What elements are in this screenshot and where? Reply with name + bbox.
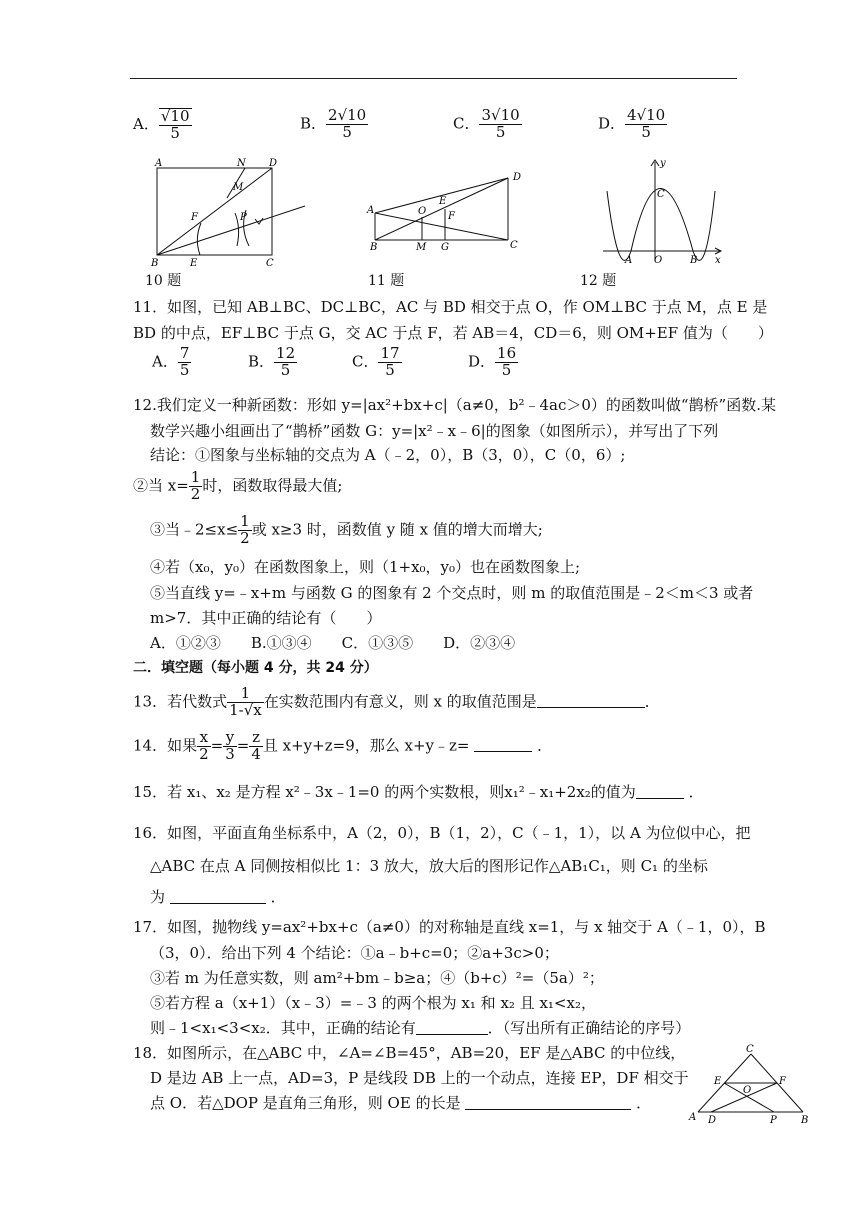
svg-text:P: P xyxy=(770,1115,777,1126)
svg-text:N: N xyxy=(237,158,246,169)
q10-option-b: B． $\frac{2√10}{5}$ xyxy=(300,106,367,141)
q12-statement-3: ③当﹣2≤x≤ $\frac{1}{2}$ 或 x≥3 时，函数值 y 随 x 值的增大而增大; xyxy=(150,512,543,547)
svg-text:D: D xyxy=(269,158,278,169)
svg-text:P: P xyxy=(240,212,247,223)
q16-line3: 为 ． xyxy=(150,888,286,906)
svg-text:G: G xyxy=(441,242,449,253)
svg-text:B: B xyxy=(801,1115,809,1126)
q11-line1: 11．如图，已知 AB⊥BC、DC⊥BC，AC 与 BD 相交于点 O，作 OM⊥BC 于点 M，点 E 是 xyxy=(133,298,768,316)
figure-10-rectangle xyxy=(145,158,315,270)
q11-option-d: D． $\frac{16}{5}$ xyxy=(468,344,517,379)
q13: 13．若代数式 $\frac{1}{1-√x}$ 在实数范围内有意义，则 x 的取值范围是 ． xyxy=(133,684,660,719)
svg-text:D: D xyxy=(708,1115,717,1126)
header-rule xyxy=(130,78,737,79)
q15: 15．若 x₁、x₂ 是方程 x²﹣3x﹣1=0 的两个实数根，则x₁²﹣x₁+2x₂的值为 ． xyxy=(133,783,704,801)
svg-text:D: D xyxy=(513,172,522,183)
svg-text:E: E xyxy=(190,258,198,269)
q17-line2: （3，0）．给出下列 4 个结论：①a﹣b+c=0；②a+3c>0； xyxy=(150,944,559,962)
svg-text:B: B xyxy=(690,255,698,266)
q12-line1: 12.我们定义一种新函数：形如 y=|ax²+bx+c|（a≠0，b²﹣4ac＞0）的函数叫做“鹊桥”函数.某 xyxy=(133,396,776,414)
figure-11-caption: 11 题 xyxy=(368,273,405,289)
svg-text:F: F xyxy=(191,212,198,223)
q12-statement-4: ④若（x₀，y₀）在函数图象上，则（1+x₀，y₀）也在函数图象上; xyxy=(150,558,581,576)
svg-text:y: y xyxy=(660,158,666,169)
svg-text:O: O xyxy=(654,255,663,266)
q18-line3: 点 O．若△DOP 是直角三角形，则 OE 的长是 ． xyxy=(150,1094,652,1112)
q12-statement-5: ⑤当直线 y=﹣x+m 与函数 G 的图象有 2 个交点时，则 m 的取值范围是﹣2＜m＜3 或者 xyxy=(150,584,754,602)
q18-line2: D 是边 AB 上一点，AD=3，P 是线段 DB 上的一个动点，连接 EP，DF 相交于 xyxy=(150,1069,689,1087)
svg-text:E: E xyxy=(714,1076,722,1087)
figure-12-caption: 12 题 xyxy=(580,273,617,289)
q11-option-c: C． $\frac{17}{5}$ xyxy=(352,344,400,379)
q17-line1: 17．如图，抛物线 y=ax²+bx+c（a≠0）的对称轴是直线 x=1，与 x 轴交于 A（﹣1，0），B xyxy=(133,918,766,936)
q12-statement-5b: m>7．其中正确的结论有（ ） xyxy=(150,609,382,627)
figure-10-caption: 10 题 xyxy=(145,273,182,289)
svg-text:O: O xyxy=(418,206,427,217)
svg-text:E: E xyxy=(439,196,447,207)
svg-text:M: M xyxy=(233,182,244,193)
q11-option-b: B． $\frac{12}{5}$ xyxy=(248,344,296,379)
svg-text:A: A xyxy=(625,255,633,266)
q10-option-a: A． $\frac{√10}{5}$ xyxy=(133,107,190,142)
q16-line1: 16．如图，平面直角坐标系中，A（2，0），B（1，2），C（﹣1，1），以 A 为位似中心，把 xyxy=(133,824,751,842)
svg-text:A: A xyxy=(367,205,375,216)
q17-line3: ③若 m 为任意实数，则 am²+bm﹣b≥a；④（b+c）²=（5a）²； xyxy=(150,969,604,987)
figure-12-parabola xyxy=(597,156,727,268)
svg-text:A: A xyxy=(155,158,163,169)
svg-text:A: A xyxy=(689,1112,697,1123)
figure-18-triangle xyxy=(688,1042,818,1126)
q11-option-a: A． $\frac{7}{5}$ xyxy=(152,344,190,379)
q12-statement-2: ②当 x= $\frac{1}{2}$ 时，函数取得最大值; xyxy=(133,468,343,503)
q12-options: A．①②③ B.①③④ C．①③⑤ D．②③④ xyxy=(150,634,516,652)
svg-text:O: O xyxy=(743,1085,752,1096)
svg-text:C: C xyxy=(657,189,665,200)
q14: 14．如果 $\frac{x}{2}$ = $\frac{y}{3}$ = $\frac{z}{4}$ 且 x+y+z=9，那么 x+y﹣z= ． xyxy=(133,728,553,763)
q17-line5: 则﹣1<x₁<3<x₂．其中，正确的结论有 ．（写出所有正确结论的序号） xyxy=(150,1019,691,1037)
q10-option-d: D． $\frac{4√10}{5}$ xyxy=(598,106,666,141)
q12-line2: 数学兴趣小组画出了“鹊桥”函数 G：y=|x²﹣x﹣6|的图象（如图所示），并写出了下列 xyxy=(150,422,719,440)
svg-text:M: M xyxy=(416,242,427,253)
q10-option-c: C． $\frac{3√10}{5}$ xyxy=(453,106,520,141)
q11-line2: BD 的中点，EF⊥BC 于点 G，交 AC 于点 F，若 AB＝4，CD＝6，则 OM+EF 值为（ ） xyxy=(133,324,773,342)
svg-text:x: x xyxy=(715,255,721,266)
figure-11-trapezoid xyxy=(365,168,530,258)
svg-text:C: C xyxy=(266,258,274,269)
svg-text:F: F xyxy=(448,211,455,222)
svg-text:C: C xyxy=(746,1044,754,1055)
q18-line1: 18．如图所示，在△ABC 中，∠A=∠B=45°，AB=20，EF 是△ABC 的中位线， xyxy=(133,1044,686,1062)
q17-line4: ⑤若方程 a（x+1）（x﹣3）=﹣3 的两个根为 x₁ 和 x₂ 且 x₁<x₂， xyxy=(150,994,596,1012)
q12-line3: 结论：①图象与坐标轴的交点为 A（﹣2，0），B（3，0），C（0，6）; xyxy=(150,446,626,464)
svg-text:F: F xyxy=(779,1076,786,1087)
svg-text:B: B xyxy=(151,258,159,269)
q16-line2: △ABC 在点 A 同侧按相似比 1：3 放大，放大后的图形记作△AB₁C₁，则 C₁ 的坐标 xyxy=(150,857,708,875)
svg-text:B: B xyxy=(370,242,378,253)
svg-text:C: C xyxy=(510,240,518,251)
section-2-heading: 二．填空题（每小题 4 分，共 24 分） xyxy=(133,660,378,676)
